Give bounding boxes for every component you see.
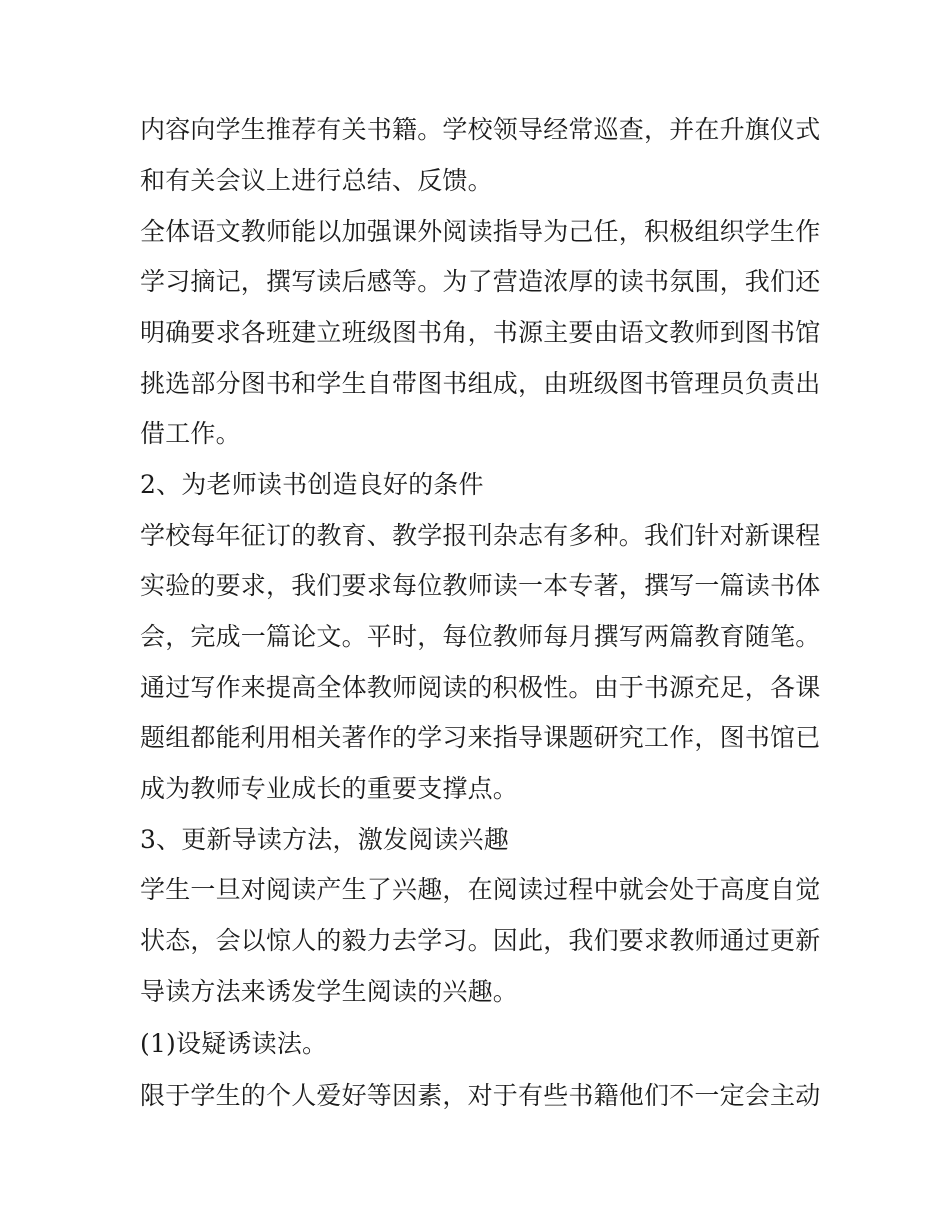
text-line: 通过写作来提高全体教师阅读的积极性。由于书源充足，各课 [140, 673, 820, 702]
text-line: 状态，会以惊人的毅力去学习。因此，我们要求教师通过更新 [140, 926, 820, 955]
text-line: 借工作。 [140, 419, 241, 448]
text-line: 题组都能利用相关著作的学习来指导课题研究工作，图书馆已 [140, 723, 820, 752]
text-line: 内容向学生推荐有关书籍。学校领导经常巡查，并在升旗仪式 [140, 115, 820, 144]
text-line: 实验的要求，我们要求每位教师读一本专著，撰写一篇读书体 [140, 571, 820, 600]
text-line: 学校每年征订的教育、教学报刊杂志有多种。我们针对新课程 [140, 521, 820, 550]
text-line: 成为教师专业成长的重要支撑点。 [140, 774, 519, 803]
sub-heading: (1)设疑诱读法。 [140, 1029, 328, 1058]
text-line: 导读方法来诱发学生阅读的兴趣。 [140, 977, 519, 1006]
text-line: 明确要求各班建立班级图书角，书源主要由语文教师到图书馆 [140, 318, 820, 347]
text-line: 学生一旦对阅读产生了兴趣，在阅读过程中就会处于高度自觉 [140, 875, 820, 904]
section-heading: 2、为老师读书创造良好的条件 [140, 470, 484, 499]
text-line: 限于学生的个人爱好等因素，对于有些书籍他们不一定会主动 [140, 1081, 820, 1110]
text-line: 挑选部分图书和学生自带图书组成，由班级图书管理员负责出 [140, 369, 820, 398]
text-line: 全体语文教师能以加强课外阅读指导为己任，积极组织学生作 [140, 217, 820, 246]
text-line: 和有关会议上进行总结、反馈。 [140, 166, 493, 195]
text-line: 会，完成一篇论文。平时，每位教师每月撰写两篇教育随笔。 [140, 622, 820, 651]
section-heading: 3、更新导读方法，激发阅读兴趣 [140, 825, 509, 854]
text-line: 学习摘记，撰写读后感等。为了营造浓厚的读书氛围，我们还 [140, 267, 820, 296]
